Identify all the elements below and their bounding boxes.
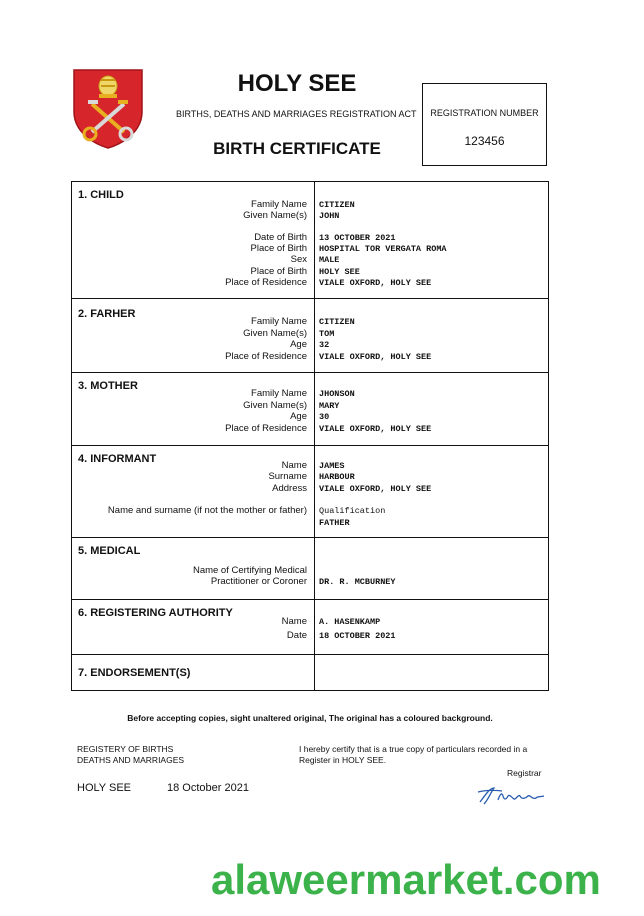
registry-line-2: DEATHS AND MARRIAGES	[77, 755, 185, 765]
footer-place: HOLY SEE	[77, 782, 132, 794]
father-family-name: CITIZEN	[319, 317, 355, 327]
informant-name: JAMES	[319, 461, 345, 471]
section-title: 1. CHILD	[78, 189, 124, 201]
field-label: Practitioner or Coroner	[210, 576, 307, 587]
field-label: Name	[281, 616, 307, 627]
section-medical	[72, 538, 548, 600]
informant-qualification: FATHER	[319, 518, 350, 528]
father-age: 32	[319, 340, 330, 350]
field-label: Given Name(s)	[243, 210, 307, 221]
child-residence: VIALE OXFORD, HOLY SEE	[319, 278, 432, 288]
field-label: Family Name	[251, 316, 307, 327]
page-title: HOLY SEE	[237, 70, 357, 97]
certify-line-1: I hereby certify that is a true copy of particulars recorded in a	[299, 744, 528, 754]
child-family-name: CITIZEN	[319, 200, 355, 210]
child-given-names: JOHN	[319, 211, 340, 221]
field-label: Address	[272, 483, 307, 494]
section-title: 3. MOTHER	[78, 380, 138, 392]
field-label: Name and surname (if not the mother or father)	[107, 505, 307, 516]
mother-given-names: MARY	[319, 401, 340, 411]
registration-number: 123456	[464, 134, 505, 148]
field-label: Given Name(s)	[243, 328, 307, 339]
field-label: Place of Birth	[250, 266, 307, 277]
signature-text	[476, 784, 540, 788]
medical-certifier: DR. R. MCBURNEY	[319, 577, 396, 587]
section-title: 4. INFORMANT	[78, 453, 157, 465]
field-label: Place of Birth	[250, 243, 307, 254]
registry-name	[77, 744, 184, 766]
field-label: Age	[290, 411, 307, 422]
field-label: Place of Residence	[225, 351, 307, 362]
child-sex: MALE	[319, 255, 340, 265]
section-title: 2. FARHER	[78, 308, 136, 320]
section-mother	[72, 373, 548, 446]
section-title: 5. MEDICAL	[78, 545, 141, 557]
section-title: 6. REGISTERING AUTHORITY	[78, 607, 233, 619]
field-label: Date of Birth	[254, 232, 307, 243]
certificate-title: BIRTH CERTIFICATE	[213, 139, 381, 158]
field-label: Family Name	[251, 199, 307, 210]
section-endorsements	[72, 655, 548, 690]
certify-line-2: Register in HOLY SEE.	[299, 755, 387, 765]
field-label: Surname	[268, 471, 307, 482]
field-label: Given Name(s)	[243, 400, 307, 411]
mother-age: 30	[319, 412, 330, 422]
field-label: Place of Residence	[225, 423, 307, 434]
registrar-label: Registrar	[507, 768, 542, 778]
watermark: alaweermarket.com	[211, 856, 601, 903]
field-label: Name	[281, 460, 307, 471]
registry-line-1: REGISTERY OF BIRTHS	[77, 744, 174, 754]
field-label: Place of Residence	[225, 277, 307, 288]
mother-family-name: JHONSON	[319, 389, 355, 399]
field-label: Age	[290, 339, 307, 350]
father-residence: VIALE OXFORD, HOLY SEE	[319, 352, 432, 362]
act-name: BIRTHS, DEATHS AND MARRIAGES REGISTRATION ACT	[176, 109, 417, 119]
field-label: Date	[286, 630, 307, 641]
mother-residence: VIALE OXFORD, HOLY SEE	[319, 424, 432, 434]
child-place-of-birth: HOSPITAL TOR VERGATA ROMA	[319, 244, 447, 254]
section-informant	[72, 446, 548, 538]
registration-label: REGISTRATION NUMBER	[430, 108, 539, 118]
certification-text	[299, 744, 527, 766]
certificate-table	[71, 181, 549, 691]
original-note: Before accepting copies, sight unaltered original, The original has a coloured background.	[127, 713, 493, 723]
section-child	[72, 182, 548, 299]
field-label: Family Name	[251, 388, 307, 399]
registration-box	[422, 83, 547, 166]
section-father	[72, 299, 548, 373]
registering-name: A. HASENKAMP	[319, 617, 381, 627]
field-label: Name of Certifying Medical	[192, 565, 307, 576]
informant-address: VIALE OXFORD, HOLY SEE	[319, 484, 432, 494]
section-registering-authority	[72, 600, 548, 655]
child-dob: 13 OCTOBER 2021	[319, 233, 396, 243]
section-title: 7. ENDORSEMENT(S)	[78, 667, 191, 679]
child-place-of-birth-2: HOLY SEE	[319, 267, 360, 277]
father-given-names: TOM	[319, 329, 335, 339]
registering-date: 18 OCTOBER 2021	[319, 631, 396, 641]
qualification-heading: Qualification	[319, 506, 386, 516]
registrar-signature	[476, 784, 550, 806]
footer-date: 18 October 2021	[167, 782, 249, 794]
field-label: Sex	[290, 254, 307, 265]
informant-surname: HARBOUR	[319, 472, 355, 482]
